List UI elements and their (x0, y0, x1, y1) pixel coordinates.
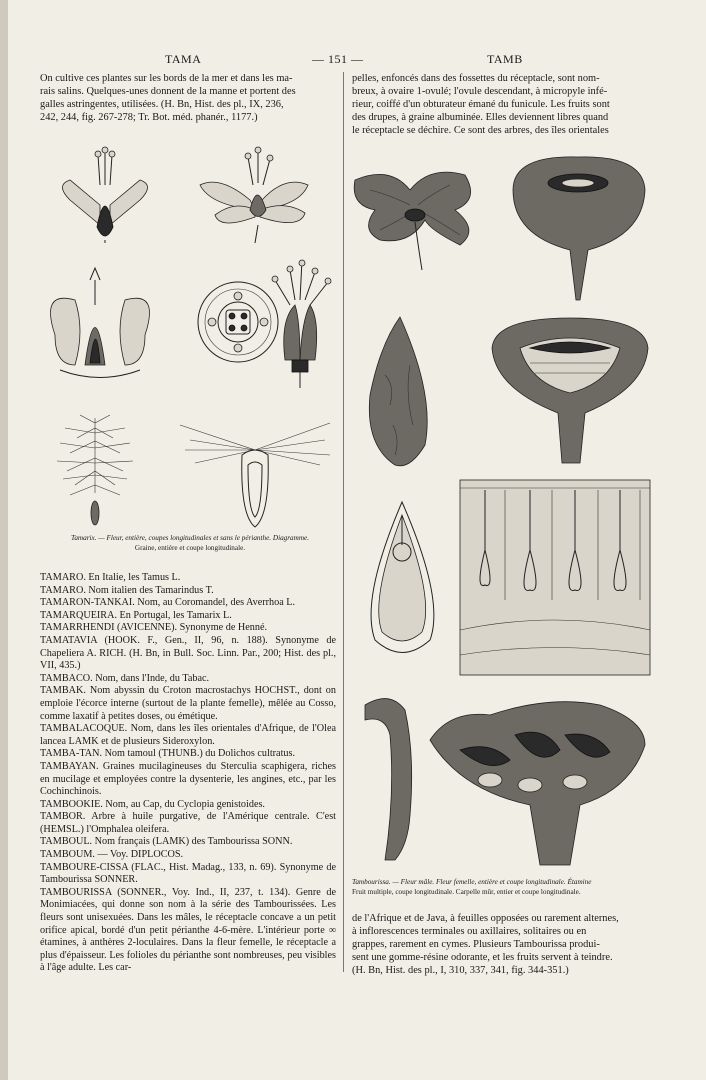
tamarix-seed-section (180, 423, 330, 527)
entry: TAMBALACOQUE. Nom, dans les îles orientales d'Afrique, de l'Olea lancea LAMK et de plusieurs Sideroxylon. (40, 723, 336, 747)
tamarix-floral-diagram (198, 282, 278, 362)
left-intro-text (40, 72, 336, 124)
text-line: (H. Bn, Hist. des pl., I, 310, 337, 341, fig. 344-351.) (352, 965, 569, 977)
entry: TAMBAYAN. Graines mucilagineuses du Sterculia scaphigera, riches en mucilage et employées contre la dysenterie, les angines, etc., par les Cochinchinois. (40, 760, 336, 798)
entry: TAMARON-TANKAI. Nom, au Coromandel, des Averrhoa L. (40, 597, 296, 609)
text-line: breux, à ovaire 1-ovulé; l'ovule descendant, à micropyle infé- (352, 86, 608, 98)
caption-line: Graine, entière et coupe longitudinale. (134, 543, 246, 552)
text-line: 242, 244, fig. 267-278; Tr. Bot. méd. phanér., 1177.) (40, 112, 258, 124)
tambourissa-male-flower (354, 172, 470, 270)
tambourissa-figure (350, 150, 660, 880)
tambourissa-female-flower (513, 157, 645, 300)
entry: TAMBOURISSA (SONNER., Voy. Ind., II, 237, t. 134). Genre de Monimiacées, qui donne son nom à la série des Tambourissées. Les fleurs sont unisexuées. Dans les mâles, le réceptacle concave a un petit orifice apical, bordé d'un petit périanthe 4-6-mère. L'intérieur porte ∞ étamines, à anthères 2-loculaires. Dans la fleur femelle, le réceptacle a plus d'épaisseur. Les folioles du périanthe sont nombreuses, peu visibles à l'âge adulte. Les car- (40, 886, 336, 974)
text-line: le réceptacle se déchire. Ce sont des arbres, des îles orientales (352, 125, 609, 137)
text-line: grappes, rarement en cymes. Plusieurs Tambourissa produi- (352, 939, 600, 951)
right-end-text (352, 912, 655, 977)
entry: TAMARO. En Italie, les Tamus L. (40, 572, 181, 583)
tambourissa-stamen (369, 317, 427, 466)
text-line: rieur, coiffé d'un obturateur émané du funicule. Les fruits sont (352, 99, 610, 111)
entry: TAMBOUL. Nom français (LAMK) des Tambourissa SONN. (40, 836, 293, 848)
entry: TAMARO. Nom italien des Tamarindus T. (40, 584, 214, 596)
tambourissa-fruit-detail (460, 480, 650, 675)
tamarix-seed-whole (57, 415, 133, 525)
tambourissa-carpel-section (371, 502, 434, 653)
entry: TAMARRHENDI (AVICENNE). Synonyme de Henné. (40, 622, 268, 634)
tambourissa-female-section (492, 318, 648, 463)
running-head-left: TAMA (165, 52, 202, 66)
dictionary-entries (40, 572, 336, 975)
caption-line: Fruit multiple, coupe longitudinale. Carpelle mûr, entier et coupe longitudinale. (352, 887, 581, 896)
text-line: des drupes, à graine albuminée. Elles deviennent libres quand (352, 112, 609, 124)
running-head-right: TAMB (487, 52, 523, 66)
entry: TAMBOR. Arbre à huile purgative, de l'Amérique centrale. C'est (HEMSL.) l'Omphalea oleifera. (40, 811, 336, 835)
entry: TAMBA-TAN. Nom tamoul (THUNB.) du Dolichos cultratus. (40, 748, 296, 760)
page-edge (0, 0, 8, 1080)
column-rule (343, 72, 344, 972)
text-line: On cultive ces plantes sur les bords de la mer et dans les ma- (40, 73, 293, 84)
tambourissa-multiple-fruit-section (430, 702, 645, 865)
tamarix-flower-whole (200, 147, 308, 243)
tamarix-figure (40, 145, 340, 530)
text-line: pelles, enfoncés dans des fossettes du réceptacle, sont nom- (352, 73, 600, 84)
text-line: rais salins. Quelques-unes donnent de la manne et portent des (40, 86, 296, 98)
text-line: galles astringentes, utilisées. (H. Bn, Hist. des pl., IX, 236, (40, 99, 284, 111)
page-number: — 151 — (312, 52, 364, 66)
right-intro-text (352, 72, 655, 137)
tamarix-longitudinal-section (51, 268, 150, 378)
tambourissa-ripe-carpel (365, 699, 412, 860)
text-line: de l'Afrique et de Java, à feuilles opposées ou rarement alternes, (352, 913, 619, 924)
tamarix-caption (40, 534, 340, 553)
entry: TAMBOURE-CISSA (FLAC., Hist. Madag., 133, n. 69). Synonyme de Tambourissa SONNER. (40, 861, 336, 886)
entry: TAMBOUM. — Voy. DIPLOCOS. (40, 849, 184, 861)
entry: TAMBAK. Nom abyssin du Croton macrostachys HOCHST., dont on emploie l'écorce interne (surtout de la plante femelle), mêlée au Cosso, comme laxatif à petites doses, ou émétique. (40, 685, 336, 722)
text-line: à inflorescences terminales ou axillaires, solitaires ou en (352, 926, 587, 938)
entry: TAMBACO. Nom, dans l'Inde, du Tabac. (40, 672, 210, 684)
text-line: sent une gomme-résine odorante, et les fruits servent à teindre. (352, 952, 613, 964)
entry: TAMARQUEIRA. En Portugal, les Tamarix L. (40, 609, 232, 621)
tamarix-flower-without-perianth (272, 260, 331, 388)
entry: TAMATAVIA (HOOK. F., Gen., II, 96, n. 188). Synonyme de Chapeliera A. RICH. (H. Bn, in Bull. Soc. Linn. Par., 200; Hist. des pl., VII, 435.) (40, 634, 336, 672)
tambourissa-caption (352, 878, 657, 897)
caption-line: Tambourissa. — Fleur mâle. Fleur femelle, entière et coupe longitudinale. Étamine (352, 878, 592, 886)
tamarix-flower-section (63, 147, 148, 243)
caption-line: Tamarix. — Fleur, entière, coupes longitudinales et sans le périanthe. Diagramme. (70, 534, 310, 542)
entry: TAMBOOKIE. Nom, au Cap, du Cyclopia genistoides. (40, 798, 265, 810)
